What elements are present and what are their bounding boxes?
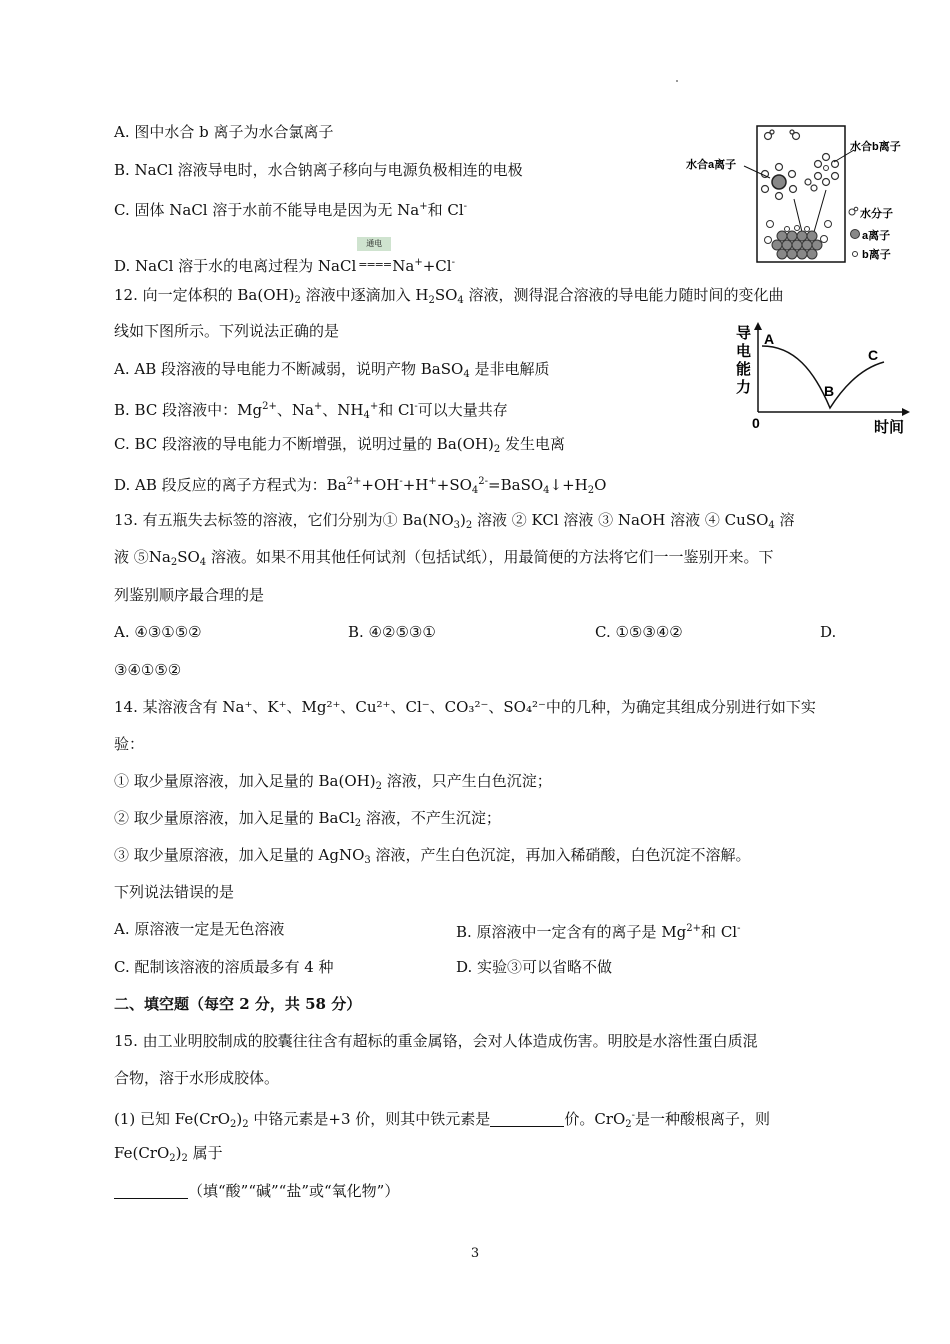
q13-option-d-value: ③④①⑤② bbox=[114, 661, 182, 679]
section-heading: 二、填空题（每空 2 分，共 58 分） bbox=[114, 995, 362, 1013]
q14-stem-line1: 14. 某溶液含有 Na⁺、K⁺、Mg²⁺、Cu²⁺、Cl⁻、CO₃²⁻、SO₄²⁻中的几种，为确定其组成分别进行如下实 bbox=[114, 698, 816, 716]
label-hydrated-a: 水合a离子 bbox=[686, 159, 737, 171]
q12-stem-line1: 12. 向一定体积的 $Ba(OH)_2$ 溶液中逐滴加入 $H_2SO_4$ 溶液，测得混合溶液的导电能力随时间的变化曲 bbox=[114, 286, 784, 306]
q14-experiment-2: ② 取少量原溶液，加入足量的 BaCl$_2$ 溶液，不产生沉淀； bbox=[114, 809, 501, 829]
q12-option-b: B. BC 段溶液中：$Mg^{2+}$、Na+、$NH_4^+$和 Cl-可以大量共存 bbox=[114, 401, 508, 421]
chart-origin: 0 bbox=[752, 415, 760, 431]
legend-a-ion: a离子 bbox=[862, 230, 891, 242]
q15-part1-line3: （填“酸”“碱”“盐”或“氧化物”） bbox=[114, 1180, 399, 1202]
label-hydrated-b: 水合b离子 bbox=[850, 141, 901, 153]
q12-option-c: C. BC 段溶液的导电能力不断增强，说明过量的 $Ba(OH)_2$ 发生电离 bbox=[114, 435, 565, 455]
chart-ylabel-1: 导 bbox=[736, 325, 752, 342]
hydrated-ions-figure bbox=[684, 124, 901, 266]
q14-option-c: C. 配制该溶液的溶质最多有 4 种 bbox=[114, 958, 334, 976]
chart-point-c: C bbox=[868, 347, 879, 363]
chart-point-a: A bbox=[764, 331, 775, 347]
q13-stem-line2: 液 $⑤Na_2SO_4$ 溶液。如果不用其他任何试剂（包括试纸），用最简便的方法将它们一一鉴别开来。下 bbox=[114, 548, 774, 568]
q13-option-d-label: D. bbox=[820, 623, 837, 641]
scan-speck bbox=[676, 80, 678, 82]
q15-stem-line1: 15. 由工业明胶制成的胶囊往往含有超标的重金属铬，会对人体造成伤害。明胶是水溶性蛋白质混 bbox=[114, 1032, 758, 1050]
chart-ylabel-3: 能 bbox=[736, 361, 752, 378]
q15-part1-line2: $Fe(CrO_2)_2$ 属于 bbox=[114, 1144, 223, 1164]
q11-option-c: C. 固体 NaCl 溶于水前不能导电是因为无 Na+和 Cl- bbox=[114, 201, 468, 219]
chart-point-b: B bbox=[824, 383, 835, 399]
electrolysis-condition: 通电 ==== bbox=[358, 239, 392, 271]
q13-stem-line1: 13. 有五瓶失去标签的溶液，它们分别为① $Ba(NO_3)_2$ 溶液 ② KCl 溶液 ③ NaOH 溶液 ④ CuSO$_4$ 溶 bbox=[114, 511, 795, 531]
q14-experiment-3: ③ 取少量原溶液，加入足量的 AgNO$_3$ 溶液，产生白色沉淀，再加入稀硝酸，白色沉淀不溶解。 bbox=[114, 846, 751, 866]
chart-ylabel-4: 力 bbox=[736, 379, 752, 396]
q13-option-b: B. ④②⑤③① bbox=[348, 623, 436, 641]
conductivity-chart bbox=[734, 320, 914, 438]
q13-option-a: A. ④③①⑤② bbox=[114, 623, 202, 641]
q15-stem-line2: 合物，溶于水形成胶体。 bbox=[114, 1069, 280, 1087]
page-number: 3 bbox=[470, 1246, 480, 1261]
q13-stem-line3: 列鉴别顺序最合理的是 bbox=[114, 586, 265, 604]
q11-option-a: A. 图中水合 b 离子为水合氯离子 bbox=[114, 123, 334, 141]
answer-blank-valence[interactable] bbox=[490, 1110, 564, 1127]
q14-ask: 下列说法错误的是 bbox=[114, 883, 235, 901]
q11-option-d: D. NaCl 溶于水的电离过程为 NaCl 通电 ==== Na++Cl- bbox=[114, 239, 455, 275]
q12-option-d: D. AB 段反应的离子方程式为：$Ba^{2+}+OH^-+H^++SO_4^{2-}=BaSO_4↓+H_2O$ bbox=[114, 476, 607, 496]
q12-stem-line2: 线如下图所示。下列说法正确的是 bbox=[114, 322, 340, 340]
legend-b-ion: b离子 bbox=[862, 249, 891, 261]
q13-option-c: C. ①⑤③④② bbox=[595, 623, 683, 641]
legend-water: 水分子 bbox=[860, 208, 893, 220]
q14-option-d: D. 实验③可以省略不做 bbox=[456, 958, 613, 976]
q11-option-b: B. NaCl 溶液导电时，水合钠离子移向与电源负极相连的电极 bbox=[114, 161, 523, 179]
q14-option-b: B. 原溶液中一定含有的离子是 $Mg^{2+}$和 Cl- bbox=[456, 923, 741, 941]
chart-ylabel-2: 电 bbox=[736, 343, 752, 360]
q12-option-a: A. AB 段溶液的导电能力不断减弱，说明产物 BaSO$_4$ 是非电解质 bbox=[114, 360, 550, 380]
q14-option-a: A. 原溶液一定是无色溶液 bbox=[114, 920, 285, 938]
q14-stem-line2: 验： bbox=[114, 735, 145, 753]
q14-experiment-1: ① 取少量原溶液，加入足量的 $Ba(OH)_2$ 溶液，只产生白色沉淀； bbox=[114, 772, 552, 792]
chart-xlabel: 时间 bbox=[874, 419, 905, 436]
answer-blank-category[interactable] bbox=[114, 1182, 188, 1199]
q15-part1-line1: (1) 已知 $Fe(CrO_2)_2$ 中铬元素是+3 价，则其中铁元素是 价。CrO$_2$-是一种酸根离子，则 bbox=[114, 1110, 771, 1130]
